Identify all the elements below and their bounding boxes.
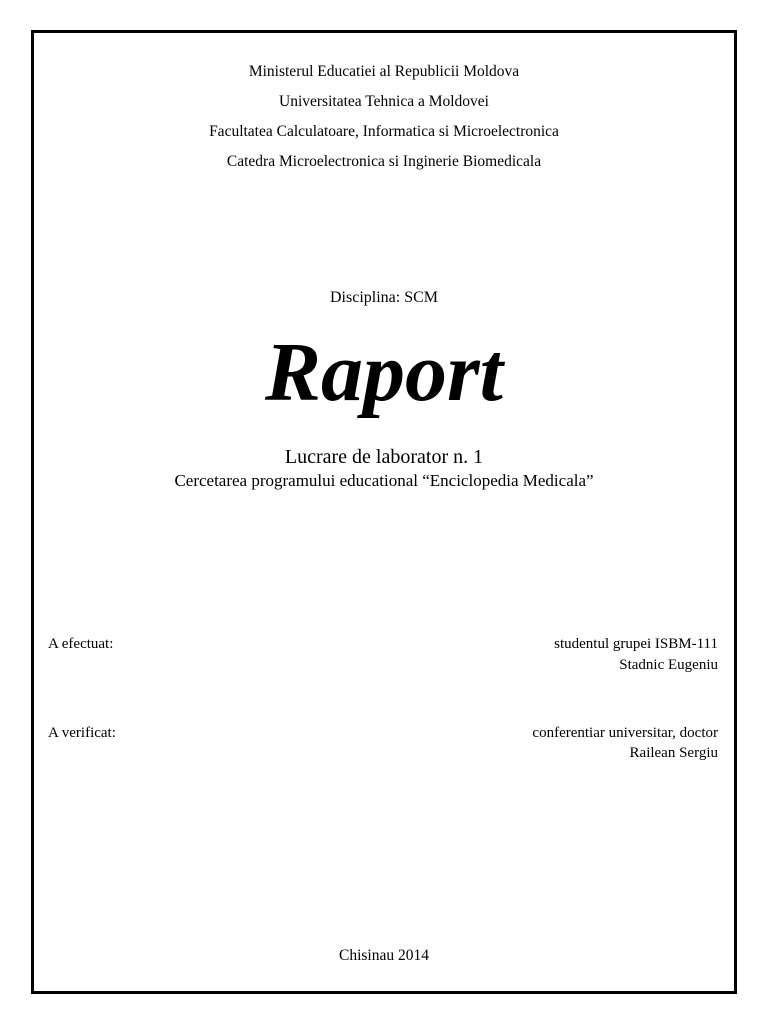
verified-by-title: conferentiar universitar, doctor <box>532 725 718 741</box>
performed-by-group: studentul grupei ISBM-111 <box>554 636 718 652</box>
performed-by-name: Stadnic Eugeniu <box>619 657 718 673</box>
page-border <box>31 30 737 994</box>
verified-by-name: Railean Sergiu <box>629 745 718 761</box>
faculty-name: Facultatea Calculatoare, Informatica si Microelectronica <box>209 123 559 140</box>
performed-by-label: A efectuat: <box>48 636 114 652</box>
lab-number: Lucrare de laborator n. 1 <box>284 446 484 468</box>
discipline: Disciplina: SCM <box>329 289 438 306</box>
lab-topic: Cercetarea programului educational “Enciclopedia Medicala” <box>174 471 594 490</box>
department-name: Catedra Microelectronica si Inginerie Biomedicala <box>226 153 542 170</box>
report-title: Raport <box>264 326 504 419</box>
university-name: Universitatea Tehnica a Moldovei <box>279 93 489 110</box>
city-year: Chisinau 2014 <box>339 947 429 964</box>
ministry-name: Ministerul Educatiei al Republicii Moldova <box>248 63 520 80</box>
verified-by-label: A verificat: <box>48 725 116 741</box>
